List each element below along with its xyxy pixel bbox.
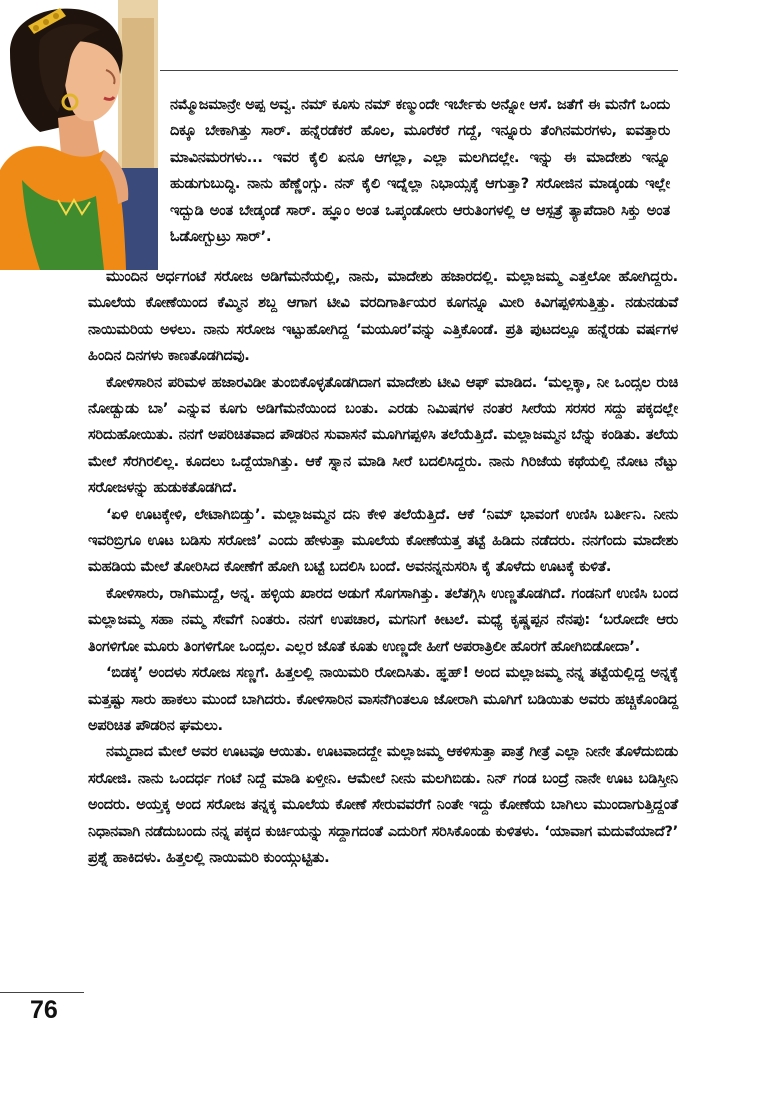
story-paragraph-1: ಮುಂದಿನ ಅರ್ಧಗಂಟೆ ಸರೋಜ ಅಡಿಗೆಮನೆಯಲ್ಲಿ, ನಾನು, ಮಾದೇಶು ಹಜಾರದಲ್ಲಿ. ಮಲ್ಲಾಜಮ್ಮ ಎತ್ತಲೋ ಹೋಗಿದ್ದರು. ಮೂಲೆಯ ಕೋಣೆಯಿಂದ ಕೆಮ್ಮಿನ ಶಬ್ದ ಆಗಾಗ ಟೀವಿ ವರದಿಗಾರ್ತಿಯರ ಕೂಗನ್ನೂ ಮೀರಿ ಕಿವಿಗಪ್ಪಳಿಸುತ್ತಿತ್ತು. ನಡುನಡುವೆ ನಾಯಿಮರಿಯ ಅಳಲು. ನಾನು ಸರೋಜ ಇಟ್ಟುಹೋಗಿದ್ದ ‘ಮಯೂರ’ವನ್ನು ಎತ್ತಿಕೊಂಡೆ. ಪ್ರತಿ ಪುಟದಲ್ಲೂ ಹನ್ನೆರಡು ವರ್ಷಗಳ ಹಿಂದಿನ ದಿನಗಳು ಕಾಣತೊಡಗಿದವು. [88,269,678,365]
footer-rule [0,992,84,993]
story-paragraph-4: ಕೋಳಿಸಾರು, ರಾಗಿಮುದ್ದೆ, ಅನ್ನ. ಹಳ್ಳಿಯ ಖಾರದ ಅಡುಗೆ ಸೊಗಸಾಗಿತ್ತು. ತಲೆತಗ್ಗಿಸಿ ಉಣ್ಣತೊಡಗಿದೆ. ಗಂಡನಿಗೆ ಉಣಿಸಿ ಬಂದ ಮಲ್ಲಾಜಮ್ಮ ಸಹಾ ನಮ್ಮ ಸೇವೆಗೆ ನಿಂತರು. ನನಗೆ ಉಪಚಾರ, ಮಗನಿಗೆ ಕೀಟಲೆ. ಮಧ್ಯೆ ಕೃಷ್ಣಪ್ಪನ ನೆನಪು: ‘ಬರೋದೇ ಆರು ತಿಂಗಳಿಗೋ ಮೂರು ತಿಂಗಳಿಗೋ ಒಂದ್ಸಲ. ಎಲ್ಲರ ಜೊತೆ ಕೂತು ಉಣ್ಣದೇ ಹೀಗೆ ಅಪರಾತ್ರಿಲೀ ಹೊರಗೆ ಹೋಗಿಬಿಡೋದಾ’. [88,585,678,655]
story-paragraph-5: ‘ಬಿಡಕ್ಕ’ ಅಂದಳು ಸರೋಜ ಸಣ್ಣಗೆ. ಹಿತ್ತಲಲ್ಲಿ ನಾಯಿಮರಿ ರೋದಿಸಿತು. ಹ್ಞಹ್! ಅಂದ ಮಲ್ಲಾಜಮ್ಮ ನನ್ನ ತಟ್ಟೆಯಲ್ಲಿದ್ದ ಅನ್ನಕ್ಕೆ ಮತ್ತಷ್ಟು ಸಾರು ಹಾಕಲು ಮುಂದೆ ಬಾಗಿದರು. ಕೋಳಿಸಾರಿನ ವಾಸನೆಗಿಂತಲೂ ಜೋರಾಗಿ ಮೂಗಿಗೆ ಬಡಿಯಿತು ಅವರು ಹಚ್ಚಿಕೊಂಡಿದ್ದ ಅಪರಿಚಿತ ಪೌಡರಿನ ಘಮಲು. [88,665,678,734]
story-paragraph-2: ಕೋಳಿಸಾರಿನ ಪರಿಮಳ ಹಜಾರವಿಡೀ ತುಂಬಿಕೊಳ್ಳತೊಡಗಿದಾಗ ಮಾದೇಶು ಟೀವಿ ಆಫ್ ಮಾಡಿದ. ‘ಮಲ್ಲಕ್ಕಾ, ನೀ ಒಂದ್ಸಲ ರುಚಿ ನೋಡ್ಬುಡು ಬಾ’ ಎನ್ನುವ ಕೂಗು ಅಡಿಗೆಮನೆಯಿಂದ ಬಂತು. ಎರಡು ನಿಮಿಷಗಳ ನಂತರ ಸೀರೆಯ ಸರಸರ ಸದ್ದು ಪಕ್ಕದಲ್ಲೇ ಸರಿದುಹೋಯಿತು. ನನಗೆ ಅಪರಿಚಿತವಾದ ಪೌಡರಿನ ಸುವಾಸನೆ ಮೂಗಿಗಪ್ಪಳಿಸಿ ತಲೆಯೆತ್ತಿದೆ. ಮಲ್ಲಾಜಮ್ಮನ ಬೆನ್ನು ಕಂಡಿತು. ತಲೆಯ ಮೇಲೆ ಸೆರಗಿರಲಿಲ್ಲ. ಕೂದಲು ಒದ್ದೆಯಾಗಿತ್ತು. ಆಕೆ ಸ್ನಾನ ಮಾಡಿ ಸೀರೆ ಬದಲಿಸಿದ್ದರು. ನಾನು ಗಿರಿಜೆಯ ಕಥೆಯಲ್ಲಿ ನೋಟ ನೆಟ್ಟು ಸರೋಜಳನ್ನು ಹುಡುಕತೊಡಗಿದೆ. [88,374,678,497]
story-paragraph-3: ‘ಏಳಿ ಊಟಕ್ಕೇಳಿ, ಲೇಟಾಗಿಬಿಡ್ತು’. ಮಲ್ಲಾಜಮ್ಮನ ದನಿ ಕೇಳಿ ತಲೆಯೆತ್ತಿದೆ. ಆಕೆ ‘ನಿಮ್ ಭಾವಂಗೆ ಉಣಿಸಿ ಬರ್ತೀನಿ. ನೀನು ಇವರಿಬ್ರಿಗೂ ಊಟ ಬಡಿಸು ಸರೋಜಿ’ ಎಂದು ಹೇಳುತ್ತಾ ಮೂಲೆಯ ಕೋಣೆಯತ್ತ ತಟ್ಟೆ ಹಿಡಿದು ನಡೆದರು. ನನಗೆಂದು ಮಾದೇಶು ಮಹಡಿಯ ಮೇಲೆ ತೋರಿಸಿದ ಕೋಣೆಗೆ ಹೋಗಿ ಬಟ್ಟೆ ಬದಲಿಸಿ ಬಂದೆ. ಅವನನ್ನನುಸರಿಸಿ ಕೈ ತೊಳೆದು ಊಟಕ್ಕೆ ಕುಳಿತೆ. [88,506,678,576]
intro-paragraph: ನಮ್ಮೊಜಮಾನ್ರೇ ಅಪ್ಪ ಅವ್ವ. ನಮ್ ಕೂಸು ನಮ್ ಕಣ್ಮುಂದೇ ಇರ್ಬೇಕು ಅನ್ನೋ ಆಸೆ. ಜತೆಗೆ ಈ ಮನೆಗೆ ಒಂದು ದಿಕ್ಕೂ ಬೇಕಾಗಿತ್ತು ಸಾರ್. ಹನ್ನೆರಡೆಕರೆ ಹೊಲ, ಮೂರೆಕರೆ ಗದ್ದೆ, ಇನ್ನೂರು ತೆಂಗಿನಮರಗಳು, ಐವತ್ತಾರು ಮಾವಿನಮರಗಳು... ಇವರ ಕೈಲಿ ಏನೂ ಆಗಲ್ಲಾ, ಎಲ್ಲಾ ಮಲಗಿದಲ್ಲೇ. ಇನ್ನು ಈ ಮಾದೇಶು ಇನ್ನೂ ಹುಡುಗುಬುದ್ಧಿ. ನಾನು ಹೆಣ್ಣೆಂಗ್ಸು. ನನ್ ಕೈಲಿ ಇದ್ನೆಲ್ಲಾ ನಿಭಾಯ್ಸಕ್ಕೆ ಆಗುತ್ತಾ? ಸರೋಜಿನ ಮಾಡ್ಕಂಡು ಇಲ್ಲೇ ಇದ್ಬುಡಿ ಅಂತ ಬೇಡ್ಕಂಡೆ ಸಾರ್. ಹ್ಞೂಂ ಅಂತ ಒಪ್ಕಂಡೋರು ಆರುತಿಂಗಳಲ್ಲಿ ಆ ಆಸ್ಪತ್ರೆ ತ್ಯಾಪೆದಾರಿ ಸಿಕ್ತು ಅಂತ ಓಡೋಗ್ಬುಟ್ರು ಸಾರ್’. [170,97,671,246]
woman-illustration [0,0,158,270]
story-paragraph-6: ನಮ್ಮದಾದ ಮೇಲೆ ಅವರ ಊಟವೂ ಆಯಿತು. ಊಟವಾದದ್ದೇ ಮಲ್ಲಾಜಮ್ಮ ಆಕಳಿಸುತ್ತಾ ಪಾತ್ರೆ ಗೀತ್ರೆ ಎಲ್ಲಾ ನೀನೇ ತೊಳೆದುಬಿಡು ಸರೋಜಿ. ನಾನು ಒಂದರ್ಧ ಗಂಟೆ ನಿದ್ದೆ ಮಾಡಿ ಏಳ್ತೀನಿ. ಆಮೇಲೆ ನೀನು ಮಲಗಿಬಿಡು. ನಿನ್ ಗಂಡ ಬಂದ್ರೆ ನಾನೇ ಊಟ ಬಡಿಸ್ತೀನಿ ಅಂದರು. ಅಯ್ತಕ್ಕ ಅಂದ ಸರೋಜ ತನ್ನಕ್ಕ ಮೂಲೆಯ ಕೋಣೆ ಸೇರುವವರೆಗೆ ನಿಂತೇ ಇದ್ದು ಕೋಣೆಯ ಬಾಗಿಲು ಮುಂದಾಗುತ್ತಿದ್ದಂತೆ ನಿಧಾನವಾಗಿ ನಡೆದುಬಂದು ನನ್ನ ಪಕ್ಕದ ಕುರ್ಚಿಯನ್ನು ಸದ್ದಾಗದಂತೆ ಎದುರಿಗೆ ಸರಿಸಿಕೊಂಡು ಕುಳಿತಳು. ‘ಯಾವಾಗ ಮದುವೆಯಾದೆ?’ ಪ್ರಶ್ನೆ ಹಾಕಿದಳು. ಹಿತ್ತಲಲ್ಲಿ ನಾಯಿಮರಿ ಕುಂಯ್ಗುಟ್ಟಿತು. [88,744,678,866]
intro-text-block [170,92,670,250]
story-text-block [88,264,678,871]
header-rule [160,70,678,71]
page-number: 76 [30,996,58,1024]
